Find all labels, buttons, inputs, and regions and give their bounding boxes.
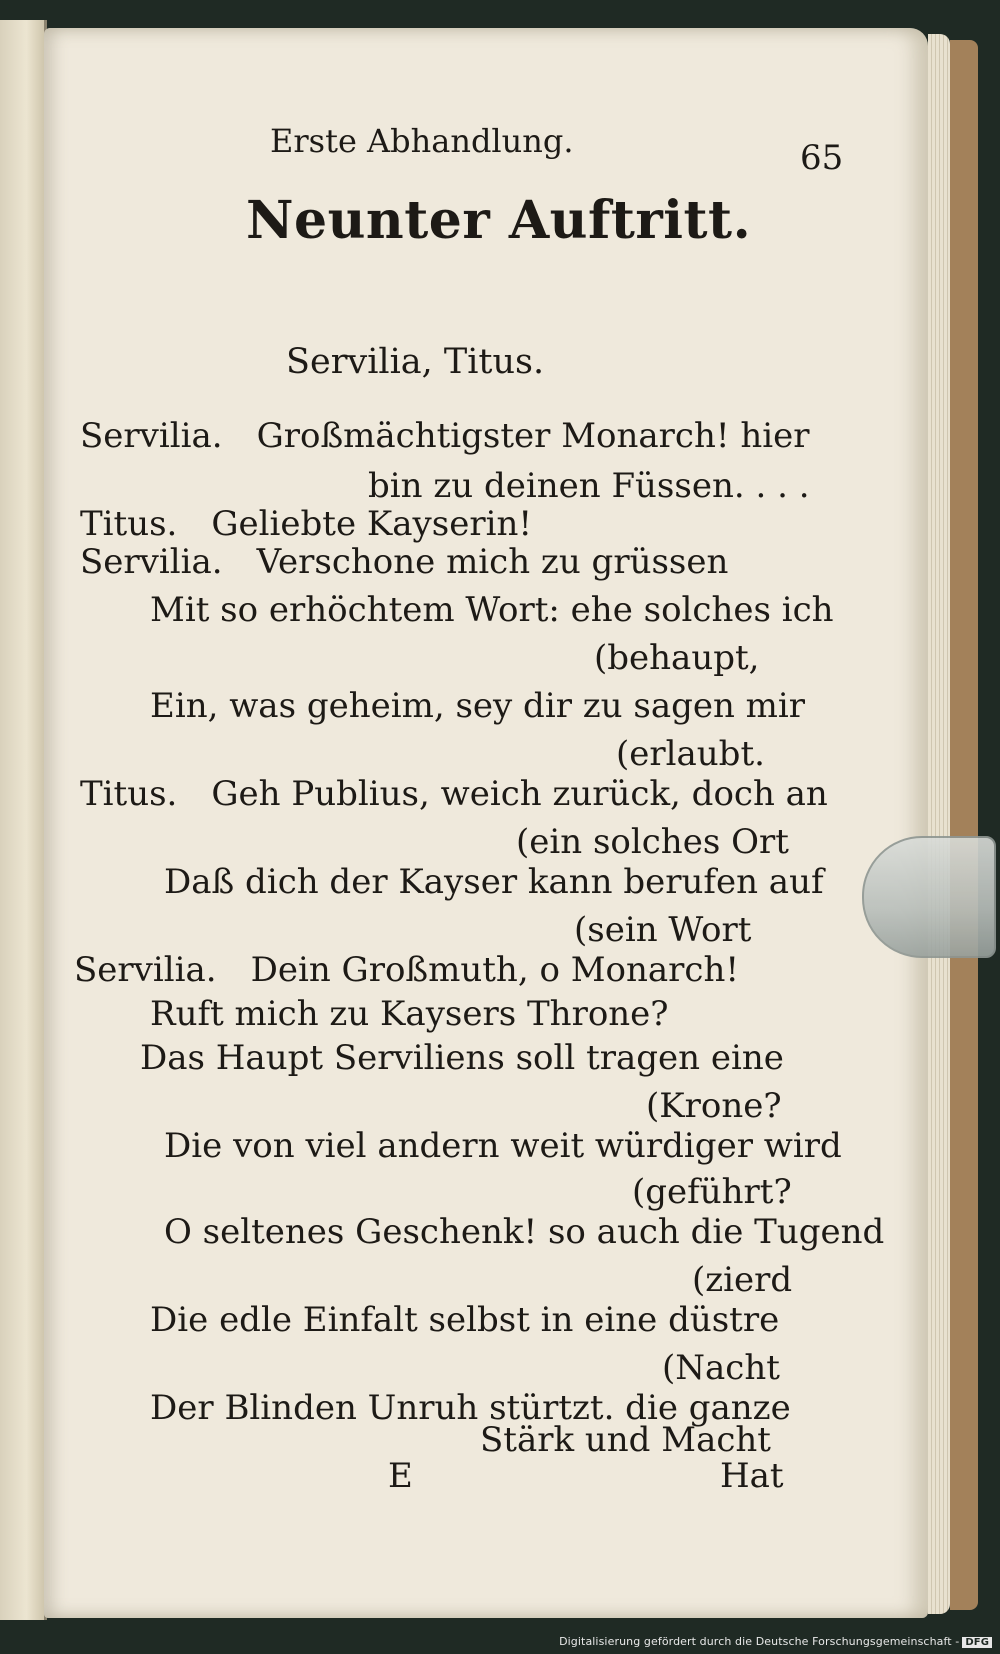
catchword: Hat — [720, 1456, 784, 1496]
line-text: Dein Großmuth, o Monarch! — [250, 950, 740, 990]
line-text: Der Blinden Unruh stürtzt. die ganze — [150, 1388, 791, 1428]
line-text: (behaupt, — [594, 638, 760, 678]
line-text: Mit so erhöchtem Wort: ehe solches ich — [150, 590, 834, 630]
dialogue-line — [368, 466, 810, 506]
speaker-label: Servilia. — [80, 416, 223, 456]
page-clip — [862, 836, 996, 958]
line-text: (Nacht — [662, 1348, 780, 1388]
dialogue-line — [150, 590, 834, 630]
left-page-edge — [0, 20, 47, 1620]
credit-text: Digitalisierung gefördert durch die Deutsche Forschungsgemeinschaft - — [559, 1635, 960, 1648]
dialogue-line — [80, 542, 728, 582]
dialogue-line — [164, 1212, 884, 1252]
line-text: (geführt? — [632, 1172, 792, 1212]
speaker-label: Servilia. — [80, 542, 223, 582]
dialogue-line — [574, 910, 751, 950]
dialogue-line — [164, 1126, 842, 1166]
dialogue-line — [662, 1348, 780, 1388]
dialogue-line — [80, 774, 828, 814]
book-page — [44, 28, 928, 1618]
scene-title: Neunter Auftritt. — [246, 190, 752, 251]
page-number: 65 — [800, 138, 844, 178]
line-text: Stärk und Macht — [480, 1420, 771, 1460]
book-cover-edge — [950, 40, 978, 1610]
line-text: (zierd — [692, 1260, 793, 1300]
dialogue-line — [140, 1038, 784, 1078]
dialogue-line — [692, 1260, 792, 1300]
signature-mark: E — [388, 1456, 413, 1496]
line-text: Die von viel andern weit würdiger wird — [164, 1126, 842, 1166]
line-text: (ein solches Ort — [516, 822, 789, 862]
dialogue-line — [150, 686, 805, 726]
line-text: Daß dich der Kayser kann berufen auf — [164, 862, 824, 902]
dialogue-line — [516, 822, 789, 862]
page-stack-edge — [928, 34, 950, 1614]
line-text: Geh Publius, weich zurück, doch an — [211, 774, 828, 814]
dialogue-line — [594, 638, 759, 678]
scene-characters: Servilia, Titus. — [286, 342, 545, 382]
dfg-logo: DFG — [962, 1637, 992, 1648]
dialogue-line — [80, 504, 532, 544]
line-text: Das Haupt Serviliens soll tragen eine — [140, 1038, 784, 1078]
speaker-label: Titus. — [80, 504, 178, 544]
line-text: bin zu deinen Füssen. . . . — [368, 466, 810, 506]
line-text: Verschone mich zu grüssen — [256, 542, 729, 582]
line-text: O seltenes Geschenk! so auch die Tugend — [164, 1212, 885, 1252]
line-text: Die edle Einfalt selbst in eine düstre — [150, 1300, 780, 1340]
dialogue-line — [480, 1420, 771, 1460]
line-text: (Krone? — [646, 1086, 782, 1126]
dialogue-line — [632, 1172, 792, 1212]
line-text: Ruft mich zu Kaysers Throne? — [150, 994, 669, 1034]
dialogue-line — [80, 416, 809, 456]
dialogue-line — [150, 994, 669, 1034]
running-head: Erste Abhandlung. — [270, 122, 574, 160]
speaker-label: Titus. — [80, 774, 178, 814]
dialogue-line — [164, 862, 824, 902]
speaker-label: Servilia. — [74, 950, 217, 990]
digitization-credit — [559, 1635, 992, 1648]
dialogue-line — [74, 950, 739, 990]
dialogue-line — [646, 1086, 782, 1126]
dialogue-line — [616, 734, 765, 774]
line-text: Großmächtigster Monarch! hier — [256, 416, 810, 456]
line-text: Geliebte Kayserin! — [211, 504, 533, 544]
line-text: Ein, was geheim, sey dir zu sagen mir — [150, 686, 806, 726]
dialogue-line — [150, 1300, 779, 1340]
line-text: (sein Wort — [574, 910, 752, 950]
line-text: (erlaubt. — [616, 734, 765, 774]
